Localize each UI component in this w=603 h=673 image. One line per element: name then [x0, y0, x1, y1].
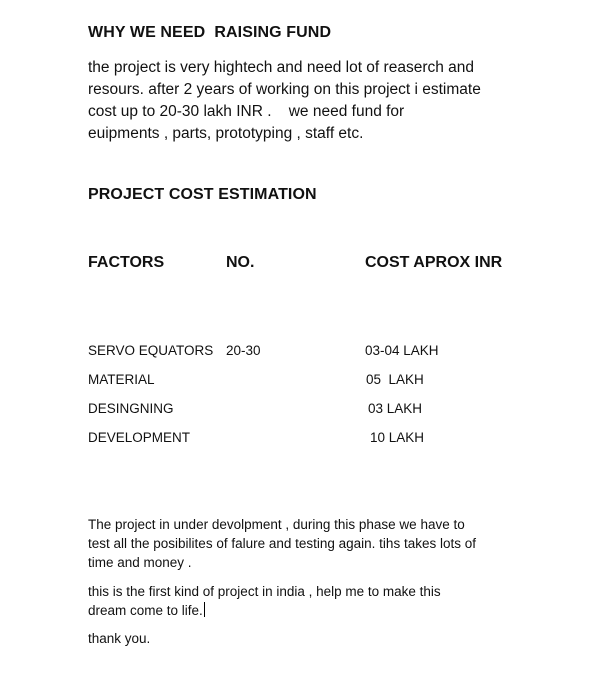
dream-paragraph[interactable] — [88, 582, 528, 620]
dream-line: dream come to life. — [88, 603, 203, 618]
intro-line: cost up to 20-30 lakh INR . we need fund for — [88, 103, 405, 120]
development-line: The project in under devolpment , during this phase we have to — [88, 517, 465, 532]
factor-cell: SERVO EQUATORS — [88, 343, 214, 358]
cost-cell: 03-04 LAKH — [365, 343, 439, 358]
intro-paragraph — [88, 57, 528, 145]
intro-line: resours. after 2 years of working on this project i estimate — [88, 81, 481, 98]
dream-line-last — [88, 601, 528, 620]
factor-cell: DEVELOPMENT — [88, 430, 191, 445]
factor-cell: DESINGNING — [88, 401, 174, 416]
column-header-cost: COST APROX INR — [365, 254, 503, 271]
intro-line: the project is very hightech and need lot of reaserch and — [88, 59, 475, 76]
number-cell: 20-30 — [226, 343, 261, 358]
cost-cell: 05 LAKH — [366, 372, 424, 387]
closing-line: thank you. — [88, 631, 151, 646]
dream-line: this is the first kind of project in india , help me to make this — [88, 584, 441, 599]
factor-cell: MATERIAL — [88, 372, 155, 387]
development-paragraph — [88, 515, 528, 572]
cost-cell: 03 LAKH — [368, 401, 423, 416]
text-cursor — [204, 602, 205, 617]
cost-cell: 10 LAKH — [370, 430, 425, 445]
column-header-factors: FACTORS — [88, 254, 165, 271]
development-line: time and money . — [88, 555, 192, 570]
column-header-no: NO. — [226, 254, 255, 271]
development-line: test all the posibilites of falure and testing again. tihs takes lots of — [88, 536, 476, 551]
why-heading: WHY WE NEED RAISING FUND — [88, 24, 332, 41]
closing-text — [88, 629, 528, 648]
intro-line: euipments , parts, prototyping , staff etc. — [88, 125, 364, 142]
cost-estimation-heading: PROJECT COST ESTIMATION — [88, 186, 317, 203]
